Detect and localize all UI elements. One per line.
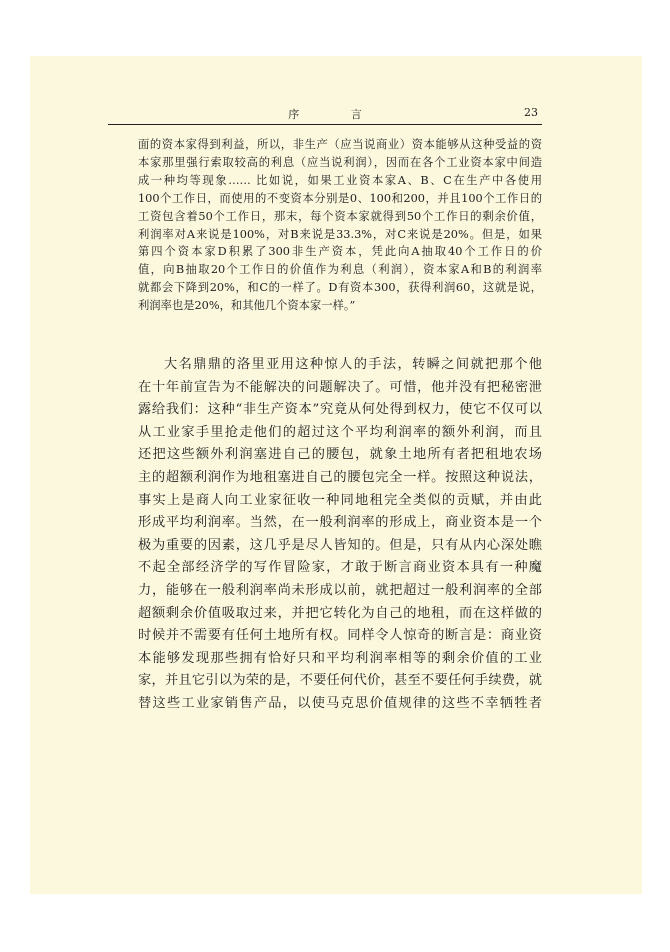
quote-line: 第四个资本家D积累了300非生产资本，凭此向A抽取40个工作日的价: [138, 245, 542, 259]
page-number: 23: [524, 106, 538, 119]
body-line: 主的超额利润作为地租塞进自己的腰包完全一样。按照这种说法，: [138, 469, 542, 485]
body-line: 极为重要的因素，这几乎是尽人皆知的。但是，只有从内心深处瞧: [138, 537, 542, 553]
quote-line: 本家那里强行索取较高的利息（应当说利润），因而在各个工业资本家中间造: [138, 155, 542, 169]
body-line: 时候并不需要有任何土地所有权。同样令人惊奇的断言是：商业资: [138, 628, 542, 644]
quote-line: 工资包含着50个工作日，那末，每个资本家就得到50个工作日的剩余价值，: [138, 209, 542, 223]
quote-line: 100个工作日，而使用的不变资本分别是0、100和200，并且100个工作日的: [138, 191, 542, 205]
body-line: 力，能够在一般利润率尚未形成以前，就把超过一般利润率的全部: [138, 582, 542, 598]
body-paragraph: [138, 354, 542, 716]
header-title: 序 言: [288, 108, 386, 121]
body-line: 不起全部经济学的写作冒险家，才敢于断言商业资本具有一种魔: [138, 560, 542, 576]
body-line: 家，并且它引以为荣的是，不要任何代价，甚至不要任何手续费，就: [138, 673, 542, 689]
quote-line: 就都会下降到20%，和C的一样了。D有资本300，获得利润60，这就是说，: [138, 281, 542, 295]
body-line: 超额剩余价值吸取过来，并把它转化为自己的地租，而在这样做的: [138, 605, 542, 621]
body-line: 在十年前宣告为不能解决的问题解决了。可惜，他并没有把秘密泄: [138, 379, 542, 395]
quote-line: 利润率对A来说是100%，对B来说是33.3%，对C来说是20%。但是，如果: [138, 227, 542, 241]
body-line: 露给我们：这种“非生产资本”究竟从何处得到权力，使它不仅可以: [138, 402, 542, 418]
running-header: [108, 106, 542, 125]
body-line: 替这些工业家销售产品，以使马克思价值规律的这些不幸牺牲者: [138, 695, 542, 711]
body-line: 从工业家手里抢走他们的超过这个平均利润率的额外利润，而且: [138, 424, 542, 440]
quote-line: 成一种均等现象…… 比如说，如果工业资本家A、B、C在生产中各使用: [138, 173, 542, 187]
body-line: 大名鼎鼎的洛里亚用这种惊人的手法，转瞬之间就把那个他: [164, 357, 542, 372]
body-line: 还把这些额外利润塞进自己的腰包，就象土地所有者把租地农场: [138, 447, 542, 463]
quote-line: 面的资本家得到利益，所以，非生产（应当说商业）资本能够从这种受益的资: [138, 138, 542, 151]
body-line: 形成平均利润率。当然，在一般利润率的形成上，商业资本是一个: [138, 515, 542, 531]
quote-line: 利润率也是20%，和其他几个资本家一样。”: [138, 299, 356, 313]
quote-line: 值，向B抽取20个工作日的价值作为利息（利润），资本家A和B的利润率: [138, 263, 542, 277]
body-line: 本能够发现那些拥有恰好只和平均利润率相等的剩余价值的工业: [138, 650, 542, 666]
body-line: 事实上是商人向工业家征收一种同地租完全类似的贡赋，并由此: [138, 492, 542, 508]
quotation-block: [138, 136, 542, 315]
